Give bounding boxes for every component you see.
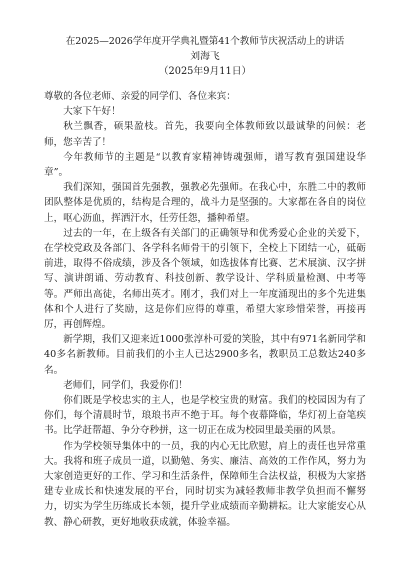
paragraph: 老师们，同学们，我爱你们！ bbox=[63, 379, 188, 391]
paragraph: 作为学校领导集体中的一员，我的内心无比欣慰，肩上的责任也异常重大。我将和班子成员一道，以勤勉、务实、廉洁、高效的工作作风，努力为大家创造更好的工作、学习和生活条件，保障师生合法权益，积极为大家搭建专业成长和快速发展的平台，同时切实为减轻教师非教学负担而不懈努力，切实为学生历练成长本领，提升学业成绩而辛勤耕耘。让大家能安心从教、静心研教，更好地收获成就，体验幸福。 bbox=[44, 440, 366, 528]
paragraph: 新学期，我们又迎来近1000张淳朴可爱的笑脸，其中有971名新同学和40多名新教师。目前我们的小主人已达2900多名，教职员工总数达240多名。 bbox=[44, 334, 366, 376]
author-name: 刘海飞 bbox=[190, 51, 220, 62]
paragraph: 秋兰飘香，硕果盈枝。首先，我要向全体教师致以最诚挚的问候：老师，您辛苦了！ bbox=[44, 121, 366, 148]
speech-body bbox=[44, 89, 366, 530]
paragraph: 你们既是学校忠实的主人，也是学校宝贵的财富。我们的校园因为有了你们，每个清晨时节，琅琅书声不绝于耳。每个夜幕降临，华灯初上奋笔疾书。比学赶帮超、争分夺秒拼，这一切正在成为校园里最美丽的风景。 bbox=[44, 395, 366, 437]
paragraph: 我们深知，强国首先强教，强教必先强师。在我心中，东胜二中的教师团队整体是优质的，结构是合理的，战斗力是坚强的。大家都在各自的岗位上，呕心沥血，挥洒汗水，任劳任怨，播种希望。 bbox=[44, 182, 366, 224]
document-title: 在2025—2026学年度开学典礼暨第41个教师节庆祝活动上的讲话 bbox=[65, 36, 345, 47]
paragraph-greeting: 大家下午好！ bbox=[63, 106, 121, 118]
paragraph: 今年教师节的主题是“以教育家精神铸魂强师，谱写教育强国建设华章”。 bbox=[44, 151, 366, 179]
speech-date: （2025年9月11日） bbox=[158, 66, 252, 77]
salutation: 尊敬的各位老师、亲爱的同学们、各位来宾： bbox=[44, 91, 236, 102]
paragraph: 过去的一年，在上级各有关部门的正确领导和优秀爱心企业的关爱下，在学校党政及各部门、各学科名师骨干的引领下，全校上下团结一心，砥砺前进，取得不俗成绩，涉及各个领域，如选拔体育比赛、艺术展演、汉字拼写、演讲朗诵、劳动教育、科技创新、教学设计、学科质量检测、中考等等。严师出高徒，名师出英才。刚才，我们对上一年度涌现出的多个先进集体和个人进行了奖励，这是你们应得的尊重，希望大家珍惜荣誉，再接再厉，再创辉煌。 bbox=[44, 227, 366, 331]
